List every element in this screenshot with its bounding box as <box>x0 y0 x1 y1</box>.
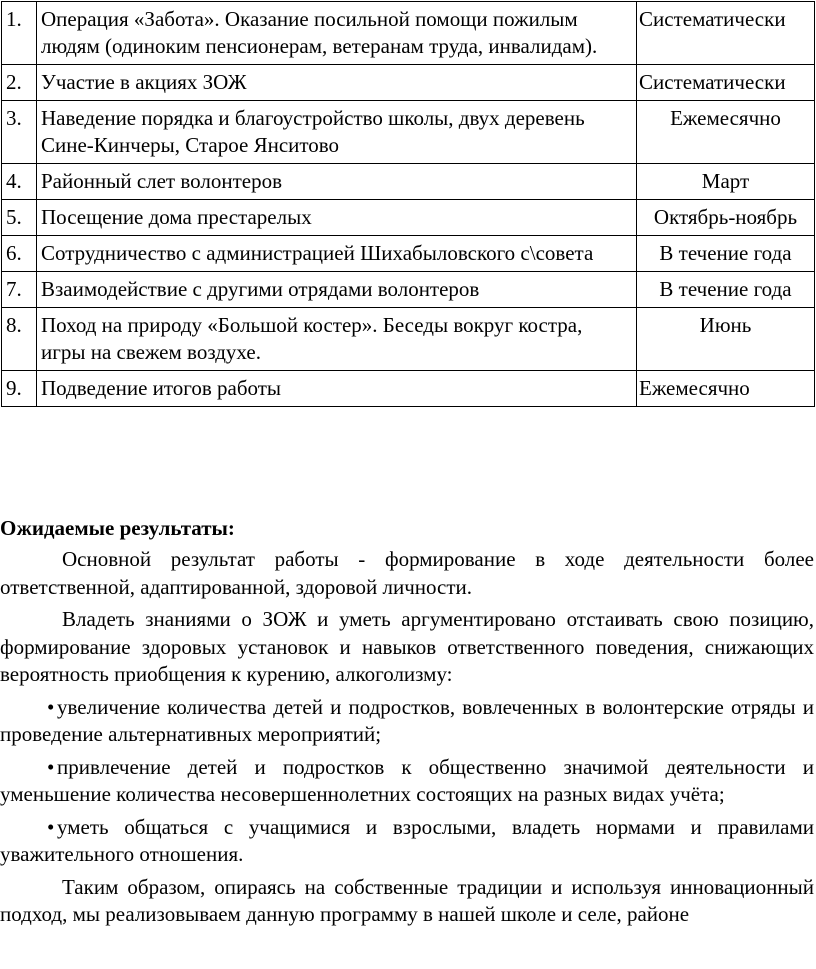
row-number: 4. <box>2 164 37 200</box>
activity-plan-table <box>1 1 815 407</box>
results-heading: Ожидаемые результаты: <box>0 516 235 540</box>
schedule-cell: Ежемесячно <box>637 101 815 164</box>
results-bullet-item <box>0 814 814 869</box>
activity-cell: Посещение дома престарелых <box>37 200 637 236</box>
row-number: 1. <box>2 2 37 65</box>
bullet-icon: • <box>47 694 55 719</box>
table-row <box>2 272 815 308</box>
results-paragraph: Таким образом, опираясь на собственные традиции и используя инновационный подход, мы реализовываем данную программу в нашей школе и селе, районе <box>0 874 814 926</box>
table-row <box>2 65 815 101</box>
bullet-text: увеличение количества детей и подростков, вовлеченных в волонтерские отряды и проведение альтернативных мероприятий; <box>0 694 814 746</box>
row-number: 3. <box>2 101 37 164</box>
results-paragraph: Владеть знаниями о ЗОЖ и уметь аргументировано отстаивать свою позицию, формирование здоровых установок и навыков ответственного поведения, снижающих вероятность приобщения к курению, алкоголизму: <box>0 607 814 686</box>
table-row <box>2 2 815 65</box>
bullet-icon: • <box>47 754 55 779</box>
results-paragraph: Основной результат работы - формирование в ходе деятельности более ответственной, адаптированной, здоровой личности. <box>0 547 814 599</box>
activity-cell: Районный слет волонтеров <box>37 164 637 200</box>
activity-cell: Операция «Забота». Оказание посильной помощи пожилым людям (одиноким пенсионерам, ветеранам труда, инвалидам). <box>37 2 637 65</box>
activity-cell: Наведение порядка и благоустройство школы, двух деревень Сине-Кинчеры, Старое Янситово <box>37 101 637 164</box>
row-number: 5. <box>2 200 37 236</box>
row-number: 2. <box>2 65 37 101</box>
schedule-cell: Систематически <box>637 65 815 101</box>
table-row <box>2 101 815 164</box>
row-number: 9. <box>2 371 37 407</box>
expected-results-section <box>0 515 814 934</box>
schedule-cell: Октябрь-ноябрь <box>637 200 815 236</box>
bullet-text: привлечение детей и подростков к общественно значимой деятельности и уменьшение количества несовершеннолетних состоящих на разных видах учёта; <box>0 754 814 806</box>
schedule-cell: Систематически <box>637 2 815 65</box>
table-row <box>2 371 815 407</box>
activity-cell: Подведение итогов работы <box>37 371 637 407</box>
activity-cell: Поход на природу «Большой костер». Беседы вокруг костра, игры на свежем воздухе. <box>37 308 637 371</box>
results-bullet-item <box>0 754 814 809</box>
table-row <box>2 200 815 236</box>
activity-cell: Сотрудничество с администрацией Шихабыловского с\совета <box>37 236 637 272</box>
bullet-text: уметь общаться с учащимися и взрослыми, владеть нормами и правилами уважительного отношения. <box>0 814 814 866</box>
schedule-cell: В течение года <box>637 236 815 272</box>
schedule-cell: Ежемесячно <box>637 371 815 407</box>
row-number: 7. <box>2 272 37 308</box>
table-row <box>2 164 815 200</box>
table-row <box>2 308 815 371</box>
table-row <box>2 236 815 272</box>
activity-cell: Участие в акциях ЗОЖ <box>37 65 637 101</box>
schedule-cell: Июнь <box>637 308 815 371</box>
schedule-cell: В течение года <box>637 272 815 308</box>
row-number: 6. <box>2 236 37 272</box>
schedule-cell: Март <box>637 164 815 200</box>
activity-cell: Взаимодействие с другими отрядами волонтеров <box>37 272 637 308</box>
results-bullet-item <box>0 694 814 749</box>
bullet-icon: • <box>47 814 55 839</box>
row-number: 8. <box>2 308 37 371</box>
